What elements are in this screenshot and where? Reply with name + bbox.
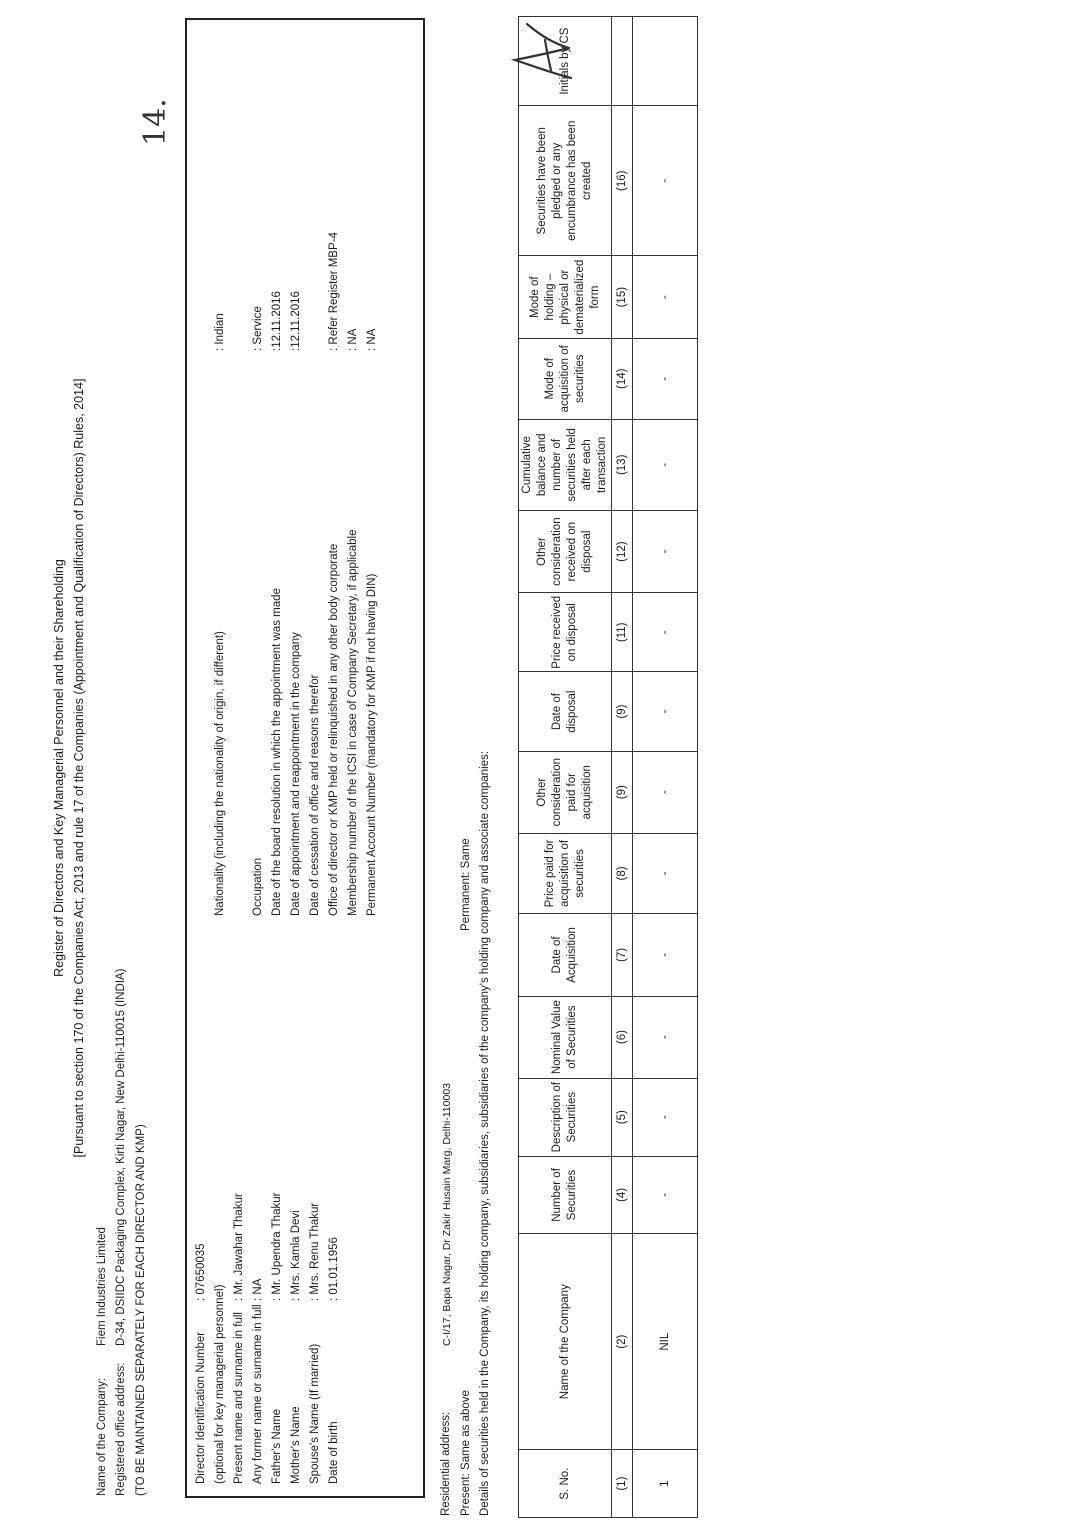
securities-table	[518, 16, 698, 1518]
field-label: Date of birth	[328, 1421, 340, 1484]
present-address: Present: Same as above	[460, 1390, 472, 1516]
table-cell: -	[633, 1078, 698, 1156]
table-cell: 1	[633, 1450, 698, 1518]
register-subtitle: [Pursuant to section 170 of the Companies Act, 2013 and rule 17 of the Companies (Appointment and Qualification of Directors) Rules, 2014]	[72, 378, 86, 1158]
field-label: Office of director or KMP held or relinquished in any other body corporate	[328, 543, 340, 916]
page-number-handwritten: 14.	[138, 98, 173, 146]
company-name-label: Name of the Company:	[96, 1377, 108, 1496]
column-number: (5)	[612, 1078, 633, 1156]
column-header: Price paid for acquisition of securities	[519, 833, 612, 914]
permanent-address: Permanent: Same	[460, 838, 472, 931]
column-number: (2)	[612, 1234, 633, 1450]
column-header: Description of Securities	[519, 1078, 612, 1156]
field-label: Present name and surname in full	[233, 1312, 245, 1484]
column-header: Other consideration paid for acquisition	[519, 751, 612, 833]
director-info-box	[185, 18, 425, 1498]
field-label: Nationality (including the nationality of origin, if different)	[214, 631, 226, 916]
column-header: Mode of acquisition of securities	[519, 339, 612, 420]
table-cell: -	[633, 106, 698, 256]
office-address-value: D-34, DSIIDC Packaging Complex, Kirti Nagar, New Delhi-110015 (INDIA)	[115, 968, 127, 1346]
cs-initials-signature	[505, 16, 585, 96]
column-number: (14)	[612, 339, 633, 420]
column-number: (8)	[612, 833, 633, 914]
register-title: Register of Directors and Key Managerial Personnel and their Shareholding	[52, 559, 66, 977]
column-header: Mode of holding – physical or dematerialized form	[519, 256, 612, 339]
field-label: Spouse's Name (If married)	[309, 1343, 321, 1484]
table-cell: -	[633, 833, 698, 914]
field-value: : NA	[252, 1278, 264, 1301]
table-cell: -	[633, 419, 698, 511]
column-header: Name of the Company	[519, 1234, 612, 1450]
field-value: :12.11.2016	[290, 291, 302, 351]
column-header: Price received on disposal	[519, 593, 612, 672]
field-value: : 01.01.1956	[328, 1237, 340, 1301]
table-cell: -	[633, 256, 698, 339]
field-value: : Mrs. Kamla Devi	[290, 1210, 302, 1301]
field-label: Any former name or surname in full	[252, 1304, 264, 1484]
column-number	[612, 17, 633, 106]
field-label: Membership number of the ICSI in case of Company Secretary, if applicable	[347, 529, 359, 916]
column-number-row	[612, 17, 633, 1518]
field-label: Father's Name	[271, 1408, 283, 1484]
maintenance-note: (TO BE MAINTAINED SEPARATELY FOR EACH DIRECTOR AND KMP)	[135, 1124, 147, 1496]
field-value: : 07650035	[195, 1243, 207, 1301]
column-number: (1)	[612, 1450, 633, 1518]
residential-address-label: Residential address:	[440, 1411, 452, 1516]
table-cell: -	[633, 914, 698, 996]
column-number: (13)	[612, 419, 633, 511]
field-value: : Indian	[214, 313, 226, 351]
field-value: : Service	[252, 306, 264, 351]
column-number: (15)	[612, 256, 633, 339]
field-label: Permanent Account Number (mandatory for KMP if not having DIN)	[366, 573, 378, 916]
column-header: Nominal Value of Securities	[519, 996, 612, 1078]
column-header: S. No.	[519, 1450, 612, 1518]
residential-address-value: C-I/17, Bapa Nagar, Dr Zakir Husain Marg, Delhi-110003	[441, 1082, 453, 1346]
field-label: Date of cessation of office and reasons therefor	[309, 674, 321, 916]
table-cell: -	[633, 751, 698, 833]
field-value: :12.11.2016	[271, 291, 283, 351]
table-cell: -	[633, 1156, 698, 1233]
field-label: (optional for key managerial personnel)	[214, 1284, 226, 1484]
column-header: Securities have been pledged or any encumbrance has been created	[519, 106, 612, 256]
company-name-value: Fiem Industries Limited	[96, 1227, 108, 1346]
column-number: (16)	[612, 106, 633, 256]
column-number: (9)	[612, 672, 633, 751]
column-number: (6)	[612, 996, 633, 1078]
table-cell: -	[633, 593, 698, 672]
securities-header-row	[519, 17, 612, 1518]
column-number: (12)	[612, 511, 633, 593]
table-cell: -	[633, 511, 698, 593]
field-label: Date of the board resolution in which the appointment was made	[271, 588, 283, 916]
table-row	[633, 17, 698, 1518]
office-address-label: Registered office address:	[115, 1362, 127, 1496]
table-cell: -	[633, 339, 698, 420]
field-label: Occupation	[252, 857, 264, 916]
column-number: (11)	[612, 593, 633, 672]
column-header: Cumulative balance and number of securities held after each transaction	[519, 419, 612, 511]
column-number: (7)	[612, 914, 633, 996]
field-value: : Mrs. Renu Thakur	[309, 1202, 321, 1301]
field-value: : NA	[366, 328, 378, 351]
table-cell: -	[633, 996, 698, 1078]
field-label: Mother's Name	[290, 1406, 302, 1484]
table-cell: -	[633, 672, 698, 751]
table-cell	[633, 17, 698, 106]
column-number: (4)	[612, 1156, 633, 1233]
column-header: Date of Acquisition	[519, 914, 612, 996]
column-header: Date of disposal	[519, 672, 612, 751]
securities-caption: Details of securities held in the Company, its holding company, subsidiaries, subsidiaries of the company's holding company and associate companies:	[479, 750, 491, 1516]
column-header: Other consideration received on disposal	[519, 511, 612, 593]
field-value: : NA	[347, 328, 359, 351]
column-number: (9)	[612, 751, 633, 833]
column-header: Number of Securities	[519, 1156, 612, 1233]
field-value: : Mr. Jawahar Thakur	[233, 1193, 245, 1301]
field-value: : Mr. Upendra Thakur	[271, 1192, 283, 1301]
column-header: Initials by CS	[519, 17, 612, 106]
field-value: : Refer Register MBP-4	[328, 232, 340, 351]
field-label: Director Identification Number	[195, 1331, 207, 1484]
field-label: Date of appointment and reappointment in the company	[290, 632, 302, 916]
table-cell: NIL	[633, 1234, 698, 1450]
